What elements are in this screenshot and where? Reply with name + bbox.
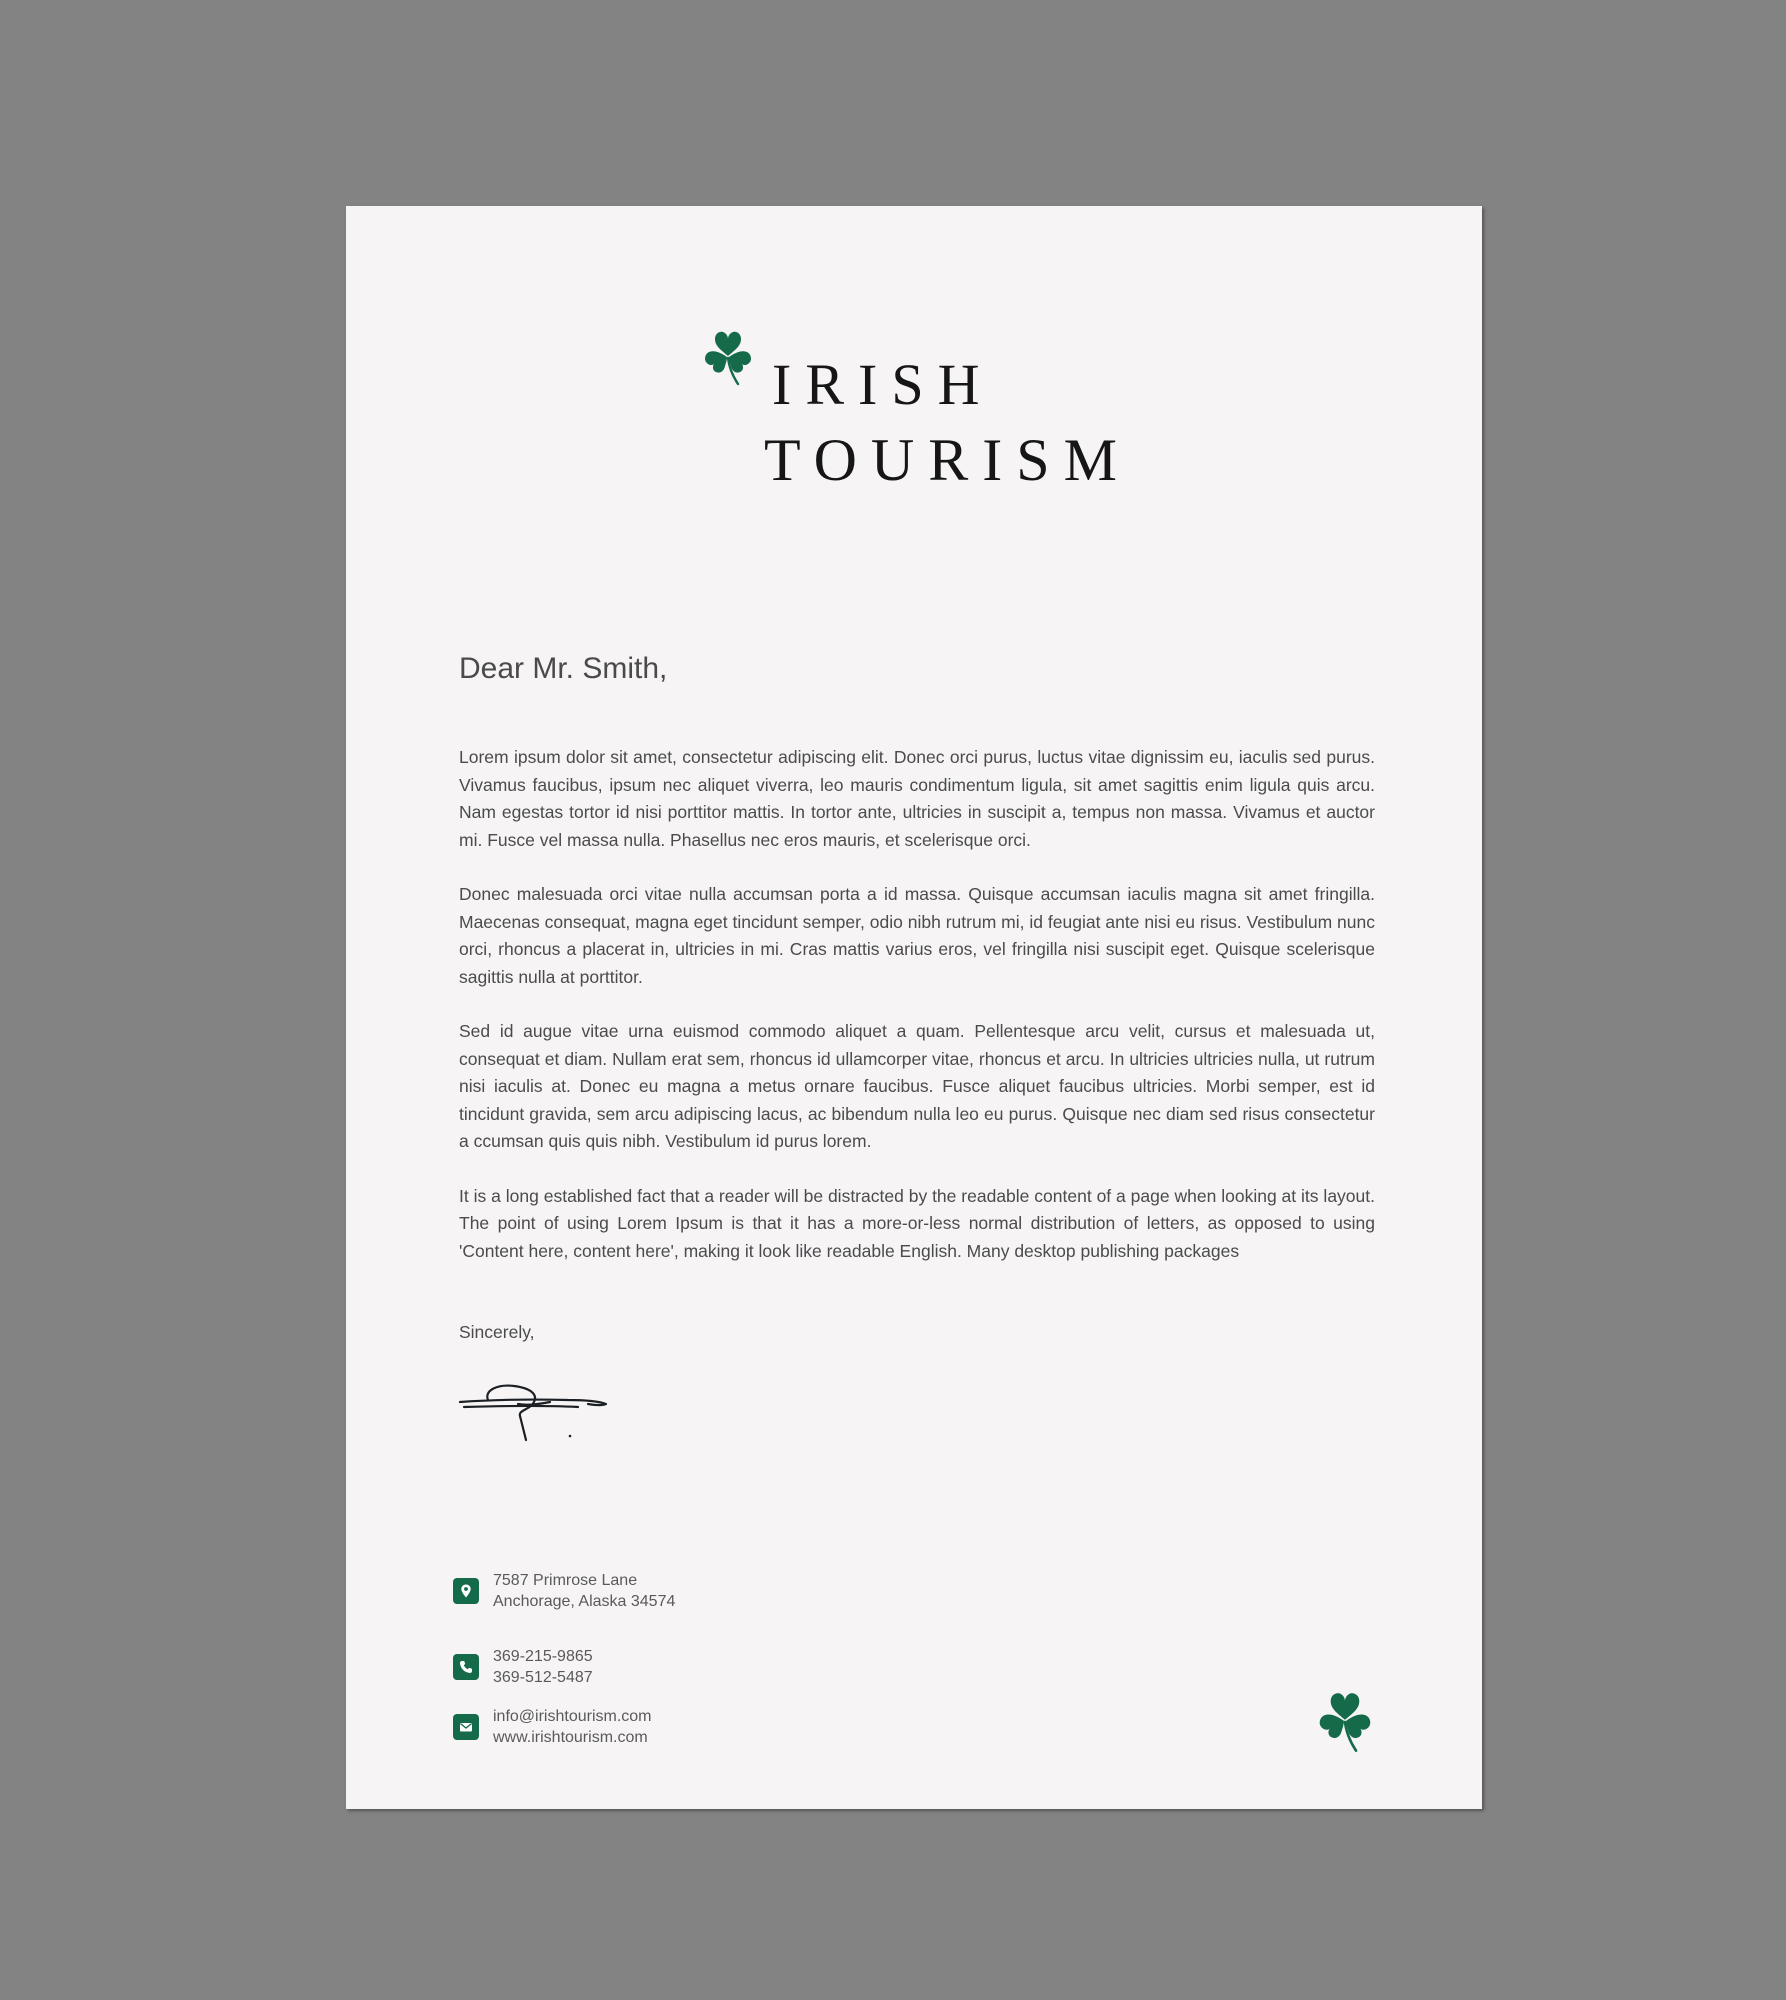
brand-name-line-1: IRISH: [772, 352, 994, 417]
letter-closing: Sincerely,: [459, 1322, 535, 1342]
brand-name-line-2: TOURISM: [764, 427, 1131, 493]
phone-number-1: 369-215-9865: [493, 1648, 593, 1665]
shamrock-icon: [701, 328, 755, 388]
location-pin-icon: [453, 1578, 479, 1604]
email-address[interactable]: info@irishtourism.com: [493, 1708, 652, 1725]
letter-paragraph: Donec malesuada orci vitae nulla accumsan porta a id massa. Quisque accumsan iaculis magna sit amet fringilla. Maecenas consequat, magna eget tincidunt semper, odio nibh rutrum mi, id feugiat ante nisi eu risus. Vestibulum nunc orci, rhoncus a placerat in, ultricies in mi. Cras mattis varius eros, vel fringilla nisi suscipit eget. Quisque scelerisque sagittis nulla at porttitor.: [459, 884, 1375, 987]
web-text: [493, 1706, 652, 1748]
phone-number-2: 369-512-5487: [493, 1669, 593, 1686]
letter-paragraph: It is a long established fact that a reader will be distracted by the readable content of a page when looking at its layout. The point of using Lorem Ipsum is that it has a more-or-less normal distribution of letters, as opposed to using 'Content here, content here', making it look like readable English. Many desktop publishing packages: [459, 1185, 1375, 1261]
website-url[interactable]: www.irishtourism.com: [493, 1729, 648, 1746]
letter-paragraph: Lorem ipsum dolor sit amet, consectetur adipiscing elit. Donec orci purus, luctus vitae dignissim eu, iaculis sed purus. Vivamus faucibus, ipsum nec aliquet viverra, leo mauris condimentum ligula, sit amet sagittis enim ligula quis arcu. Nam egestas tortor id nisi porttitor mattis. In tortor ante, ultricies in suscipit a, tempus non massa. Vivamus et auctor mi. Fusce vel massa nulla. Phasellus nec eros mauris, et scelerisque orci.: [459, 747, 1375, 850]
signature: [458, 1380, 610, 1446]
letter-body: [459, 744, 1375, 1292]
letter-greeting: Dear Mr. Smith,: [459, 652, 668, 685]
letterhead-page: [346, 206, 1482, 1809]
brand-logo: [346, 206, 1482, 526]
address-line-2: Anchorage, Alaska 34574: [493, 1593, 676, 1610]
phone-icon: [453, 1654, 479, 1680]
mail-icon: [453, 1714, 479, 1740]
address-text: [493, 1570, 675, 1612]
shamrock-icon: [1315, 1689, 1375, 1755]
phone-text: [493, 1646, 593, 1688]
letter-paragraph: Sed id augue vitae urna euismod commodo aliquet a quam. Pellentesque arcu velit, cursus et malesuada ut, consequat et diam. Nullam erat sem, rhoncus id ullamcorper vitae, rhoncus et arcu. In ultricies ultricies nulla, ut rutrum nisi iaculis at. Donec eu magna a metus ornare faucibus. Fusce aliquet faucibus ultricies. Morbi semper, est id tincidunt gravida, sem arcu adipiscing lacus, ac bibendum nulla leo eu purus. Quisque nec diam sed risus consectetur a ccumsan quis quis nibh. Vestibulum id purus lorem.: [459, 1021, 1375, 1151]
address-line-1: 7587 Primrose Lane: [493, 1572, 638, 1589]
